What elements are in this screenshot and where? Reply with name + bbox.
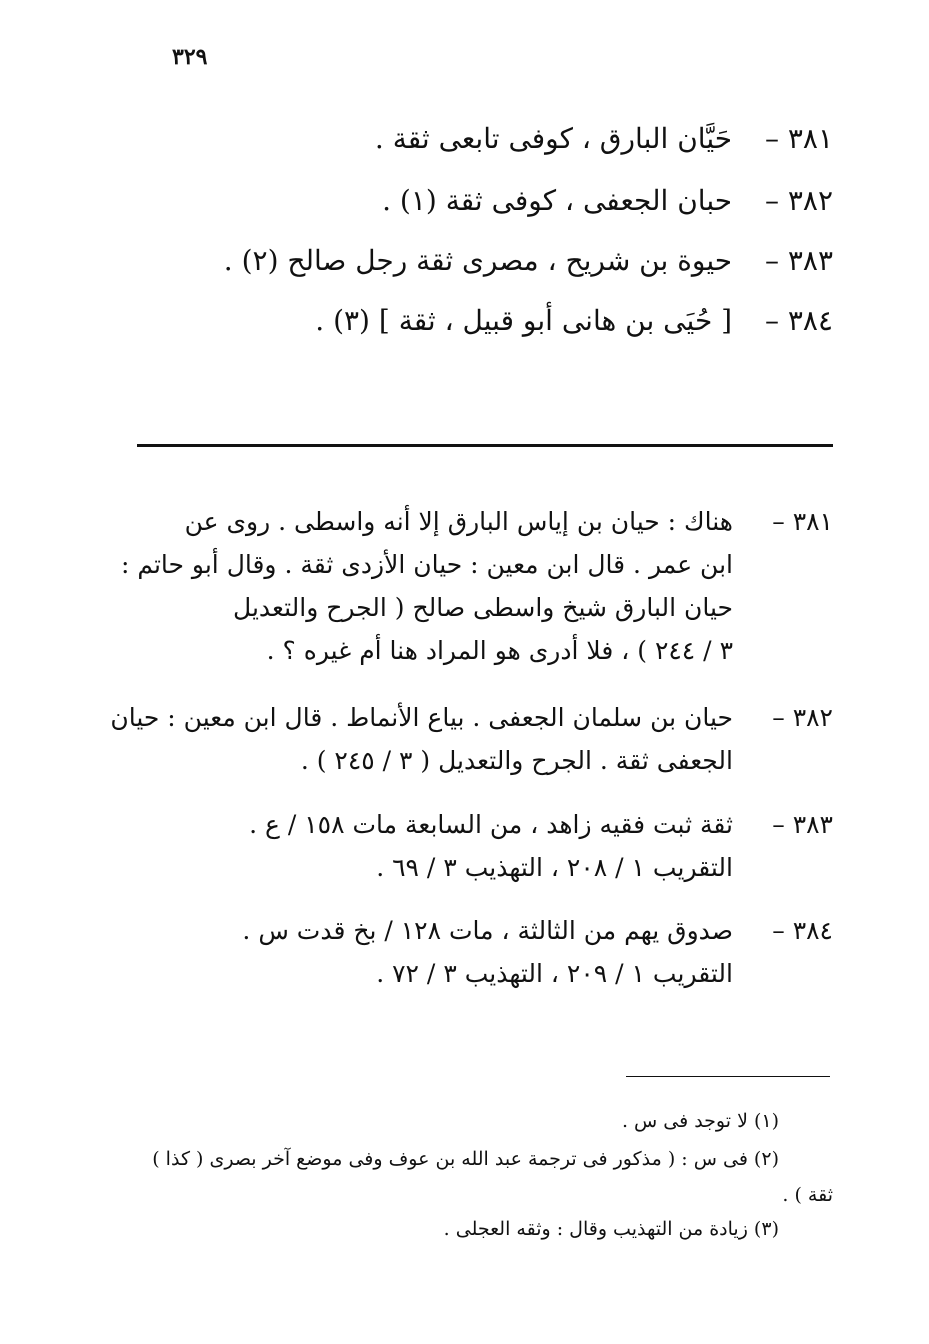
entry-text: [ حُيَى بن هانى أبو قبيل ، ثقة ] (٣) . bbox=[315, 304, 733, 337]
entry-number: ٣٨٢ – bbox=[764, 184, 833, 217]
note-line: التقريب ١ / ٢٠٩ ، التهذيب ٣ / ٧٢ . bbox=[376, 959, 733, 988]
footnote-2: (٢) فى س : ( مذكور فى ترجمة عبد الله بن عوف وفى موضع آخر بصرى ( كذا ) bbox=[152, 1148, 779, 1170]
note-number: ٣٨٤ – bbox=[772, 916, 833, 945]
footnote-3: (٣) زيادة من التهذيب وقال : وثقه العجلى . bbox=[443, 1218, 779, 1240]
note-line: هناك : حيان بن إياس البارق إلا أنه واسطى . روى عن bbox=[184, 507, 733, 536]
note-381 bbox=[120, 500, 833, 672]
note-382 bbox=[110, 696, 833, 782]
footnote-1: (١) لا توجد فى س . bbox=[621, 1110, 779, 1132]
entry-384 bbox=[60, 304, 833, 337]
note-number: ٣٨٣ – bbox=[772, 810, 833, 839]
note-384 bbox=[133, 909, 833, 995]
entry-number: ٣٨٣ – bbox=[764, 244, 833, 277]
note-line: الجعفى ثقة . الجرح والتعديل ( ٣ / ٢٤٥ ) . bbox=[300, 746, 733, 775]
note-line: حيان بن سلمان الجعفى . بياع الأنماط . قال ابن معين : حيان bbox=[110, 703, 733, 732]
footnote-2-continued: ثقة ) . bbox=[782, 1184, 833, 1206]
note-line: حيان البارق شيخ واسطى صالح ( الجرح والتعديل bbox=[233, 593, 733, 622]
note-line: صدوق يهم من الثالثة ، مات ١٢٨ / بخ قدت س . bbox=[242, 916, 733, 945]
entry-381 bbox=[60, 122, 833, 155]
note-line: التقريب ١ / ٢٠٨ ، التهذيب ٣ / ٦٩ . bbox=[376, 853, 733, 882]
note-line: ٣ / ٢٤٤ ) ، فلا أدرى هو المراد هنا أم غيره ؟ . bbox=[266, 636, 733, 665]
entry-number: ٣٨٤ – bbox=[764, 304, 833, 337]
note-line: ثقة ثبت فقيه زاهد ، من السابعة مات ١٥٨ / ع . bbox=[249, 810, 733, 839]
note-line: ابن عمر . قال ابن معين : حيان الأزدى ثقة . وقال أبو حاتم : bbox=[120, 550, 733, 579]
entry-text: حبان الجعفى ، كوفى ثقة (١) . bbox=[382, 184, 733, 217]
note-383 bbox=[133, 803, 833, 889]
entry-text: حَيَّان البارق ، كوفى تابعى ثقة . bbox=[374, 122, 733, 155]
entry-number: ٣٨١ – bbox=[764, 122, 833, 155]
entry-text: حيوة بن شريح ، مصرى ثقة رجل صالح (٢) . bbox=[223, 244, 733, 277]
entry-383 bbox=[60, 244, 833, 277]
page-number: ٣٢٩ bbox=[172, 44, 208, 70]
entry-382 bbox=[60, 184, 833, 217]
section-divider bbox=[137, 444, 833, 447]
note-number: ٣٨٢ – bbox=[772, 703, 833, 732]
footnote-divider bbox=[626, 1076, 830, 1077]
note-number: ٣٨١ – bbox=[772, 507, 833, 536]
